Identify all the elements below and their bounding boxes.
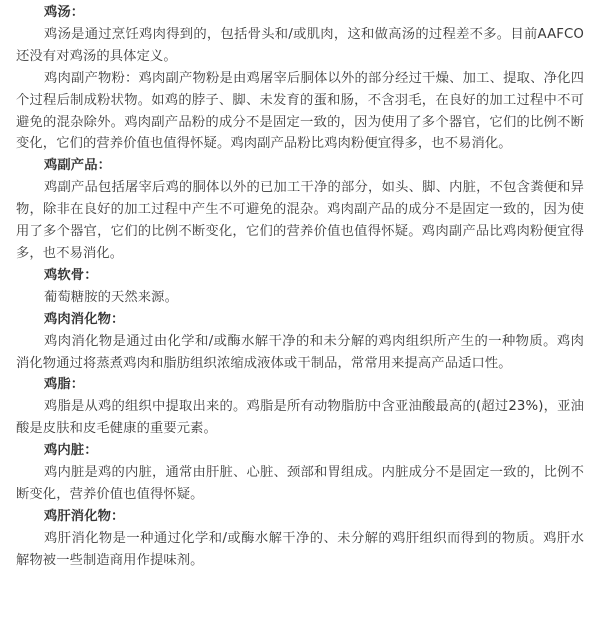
section-paragraph: 鸡肉副产物粉：鸡肉副产物粉是由鸡屠宰后胴体以外的部分经过干燥、加工、提取、净化四个过程后制成粉状物。如鸡的脖子、脚、未发育的蛋和肠，不含羽毛，在良好的加工过程中不可避免的混杂除外。鸡肉副产品粉的成分不是固定一致的，因为使用了多个器官，它们的比例不断变化，它们的营养价值也值得怀疑。鸡肉副产品粉比鸡肉粉便宜得多，也不易消化。 [16, 70, 584, 152]
section-paragraph: 鸡内脏是鸡的内脏，通常由肝脏、心脏、颈部和胃组成。内脏成分不是固定一致的，比例不断变化，营养价值也值得怀疑。 [16, 465, 584, 502]
section-paragraph: 鸡副产品包括屠宰后鸡的胴体以外的已加工干净的部分，如头、脚、内脏，不包含粪便和异物，除非在良好的加工过程中产生不可避免的混杂。鸡肉副产品的成分不是固定一致的，因为使用了多个器官，它们的比例不断变化，它们的营养价值也值得怀疑。鸡肉副产品比鸡肉粉便宜得多，也不易消化。 [16, 180, 584, 261]
section-heading: 鸡脂： [44, 377, 85, 393]
section-heading: 鸡副产品： [44, 158, 111, 174]
section-chicken-fat [16, 374, 584, 440]
section-heading: 鸡肝消化物： [44, 508, 125, 524]
section-heading: 鸡肉消化物： [44, 311, 125, 327]
section-heading: 鸡内脏： [44, 443, 98, 459]
section-paragraph: 鸡汤是通过烹饪鸡肉得到的，包括骨头和/或肌肉，这和做高汤的过程差不多。目前AAFCO还没有对鸡汤的具体定义。 [16, 26, 584, 64]
section-paragraph: 鸡脂是从鸡的组织中提取出来的。鸡脂是所有动物脂肪中含亚油酸最高的(超过23%)，亚油酸是皮肤和皮毛健康的重要元素。 [16, 399, 584, 437]
section-heading: 鸡软骨： [44, 267, 98, 283]
section-paragraph: 鸡肉消化物是通过由化学和/或酶水解干净的和未分解的鸡肉组织所产生的一种物质。鸡肉消化物通过将蒸煮鸡肉和脂肪组织浓缩成液体或干制品，常常用来提高产品适口性。 [16, 333, 584, 371]
section-chicken-digest [16, 309, 584, 375]
section-chicken-cartilage [16, 265, 584, 309]
section-chicken-by-products [16, 155, 584, 265]
section-heading: 鸡汤： [44, 5, 85, 20]
section-chicken-broth [16, 2, 584, 155]
section-chicken-viscera [16, 440, 584, 506]
section-paragraph: 鸡肝消化物是一种通过化学和/或酶水解干净的、未分解的鸡肝组织而得到的物质。鸡肝水解物被一些制造商用作提味剂。 [16, 530, 584, 568]
section-paragraph: 葡萄糖胺的天然来源。 [44, 289, 178, 305]
section-chicken-liver-digest [16, 506, 584, 572]
